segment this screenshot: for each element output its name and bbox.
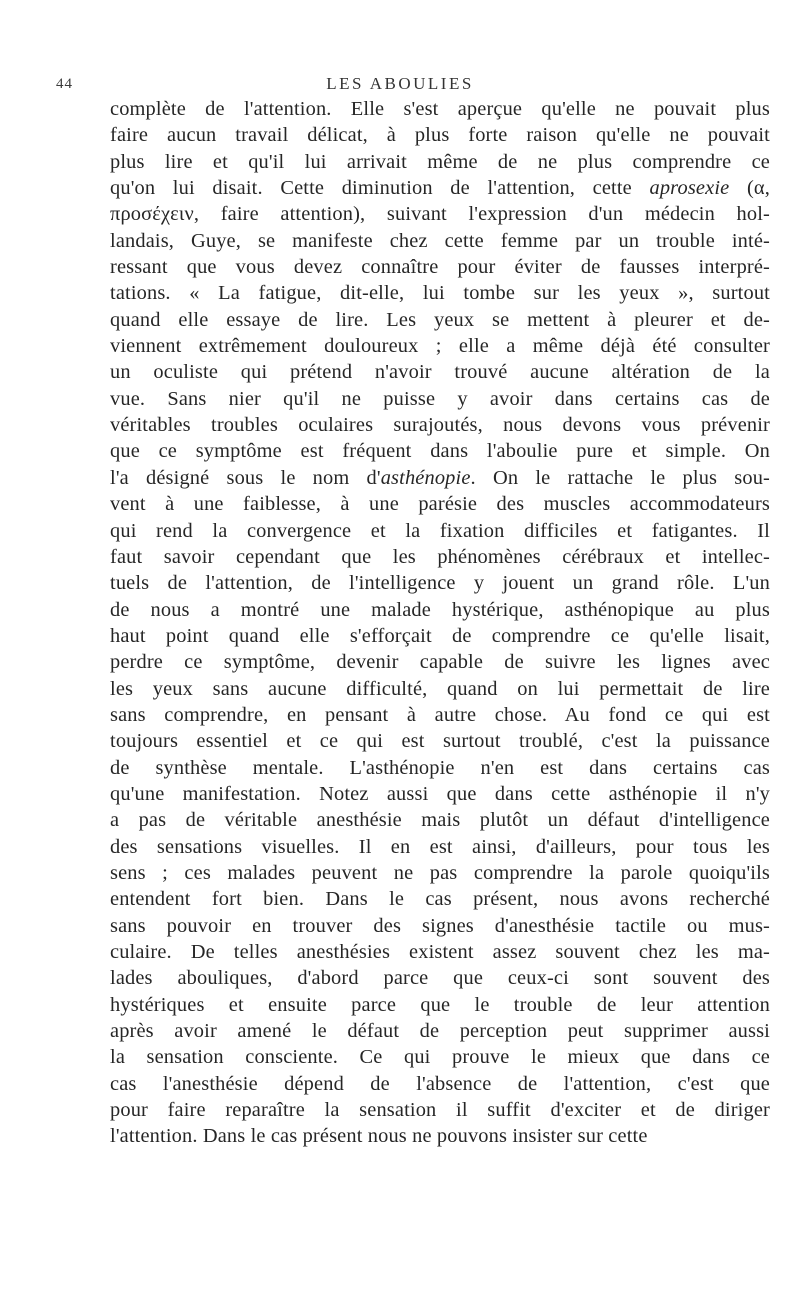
text-line [110, 412, 770, 438]
text-segment: tuels de l'attention, de l'intelligence y jouent un grand rôle. L'un [110, 572, 770, 595]
text-line [110, 465, 770, 491]
text-line [110, 649, 770, 675]
text-line [110, 939, 770, 965]
text-segment: l'a désigné sous le nom d' [110, 466, 381, 489]
text-line [110, 807, 770, 833]
text-segment: la sensation consciente. Ce qui prouve le mieux que dans ce [110, 1046, 770, 1069]
text-segment: sans comprendre, en pensant à autre chose. Au fond ce qui est [110, 703, 770, 726]
text-segment: de nous a montré une malade hystérique, asthénopique au plus [110, 598, 770, 621]
text-line [110, 175, 770, 201]
text-segment: un oculiste qui prétend n'avoir trouvé aucune altération de la [110, 361, 770, 384]
text-segment: faire aucun travail délicat, à plus forte raison qu'elle ne pouvait [110, 124, 770, 147]
text-segment: que ce symptôme est fréquent dans l'aboulie pure et simple. On [110, 440, 770, 463]
text-segment: véritables troubles oculaires surajoutés, nous devons vous prévenir [110, 414, 770, 437]
text-segment: cas l'anesthésie dépend de l'absence de l'attention, c'est que [110, 1072, 770, 1095]
text-line [110, 544, 770, 570]
text-segment: tations. « La fatigue, dit-elle, lui tombe sur les yeux », surtout [110, 282, 770, 305]
text-segment: sens ; ces malades peuvent ne pas comprendre la parole quoiqu'ils [110, 861, 770, 884]
text-line [110, 597, 770, 623]
text-segment: sans pouvoir en trouver des signes d'anesthésie tactile ou mus- [110, 914, 770, 937]
italic-term: asthénopie [380, 466, 471, 489]
text-line [110, 438, 770, 464]
text-segment: a pas de véritable anesthésie mais plutôt un défaut d'intelligence [110, 809, 770, 832]
text-segment: landais, Guye, se manifeste chez cette femme par un trouble inté- [110, 229, 770, 252]
text-segment: perdre ce symptôme, devenir capable de suivre les lignes avec [110, 651, 770, 674]
text-line [110, 886, 770, 912]
text-line [110, 280, 770, 306]
text-segment: hystériques et ensuite parce que le trouble de leur attention [110, 993, 770, 1016]
text-line [110, 307, 770, 333]
text-segment: l'attention. Dans le cas présent nous ne pouvons insister sur cette [110, 1125, 648, 1148]
text-segment: viennent extrêmement douloureux ; elle a même déjà été consulter [110, 335, 770, 358]
text-line [110, 992, 770, 1018]
text-segment: culaire. De telles anesthésies existent assez souvent chez les ma- [110, 941, 770, 963]
text-line [110, 1097, 770, 1123]
text-segment: προσέχειν, faire attention), suivant l'expression d'un médecin hol- [110, 203, 770, 226]
text-segment: qu'on lui disait. Cette diminution de l'attention, cette [110, 177, 650, 200]
text-line [110, 1071, 770, 1097]
text-line [110, 254, 770, 280]
text-line [110, 728, 770, 754]
text-segment: toujours essentiel et ce qui est surtout troublé, c'est la puissance [110, 730, 770, 753]
text-segment: entendent fort bien. Dans le cas présent, nous avons recherché [110, 888, 770, 911]
text-segment: plus lire et qu'il lui arrivait même de ne plus comprendre ce [110, 150, 770, 173]
text-line [110, 913, 770, 939]
page-number: 44 [56, 76, 73, 92]
text-line [110, 491, 770, 517]
text-line [110, 122, 770, 148]
text-line [110, 1044, 770, 1070]
text-segment: après avoir amené le défaut de perception peut supprimer aussi [110, 1020, 770, 1043]
text-line [110, 201, 770, 227]
text-line [110, 834, 770, 860]
text-line [110, 755, 770, 781]
text-line [110, 965, 770, 991]
running-head: LES ABOULIES [326, 74, 474, 93]
text-line [110, 149, 770, 175]
text-line [110, 623, 770, 649]
text-line [110, 333, 770, 359]
text-line [110, 702, 770, 728]
text-line [110, 359, 770, 385]
text-segment: les yeux sans aucune difficulté, quand on lui permettait de lire [110, 677, 770, 700]
text-segment: pour faire reparaître la sensation il suffit d'exciter et de diriger [110, 1099, 770, 1122]
text-segment: lades abouliques, d'abord parce que ceux-ci sont souvent des [110, 967, 770, 990]
text-line [110, 228, 770, 254]
text-segment: qui rend la convergence et la fixation difficiles et fatigantes. Il [110, 519, 770, 542]
body-text [110, 96, 770, 1150]
text-segment: vue. Sans nier qu'il ne puisse y avoir dans certains cas de [110, 387, 770, 410]
text-segment: haut point quand elle s'efforçait de comprendre ce qu'elle lisait, [110, 624, 770, 647]
text-segment: des sensations visuelles. Il en est ainsi, d'ailleurs, pour tous les [110, 835, 770, 858]
text-segment: complète de l'attention. Elle s'est aperçue qu'elle ne pouvait plus [110, 98, 770, 120]
text-segment: quand elle essaye de lire. Les yeux se mettent à pleurer et de- [110, 308, 770, 331]
text-segment: vent à une faiblesse, à une parésie des muscles accommodateurs [110, 493, 770, 516]
text-line [110, 518, 770, 544]
text-segment: . On le rattache le plus sou- [470, 466, 770, 489]
text-segment: (α, [729, 177, 770, 200]
text-line [110, 860, 770, 886]
text-line [110, 570, 770, 596]
text-segment: de synthèse mentale. L'asthénopie n'en est dans certains cas [110, 756, 770, 779]
text-segment: faut savoir cependant que les phénomènes cérébraux et intellec- [110, 545, 770, 568]
text-segment: qu'une manifestation. Notez aussi que dans cette asthénopie il n'y [110, 782, 770, 805]
text-line [110, 386, 770, 412]
text-line [110, 781, 770, 807]
text-segment: ressant que vous devez connaître pour éviter de fausses interpré- [110, 256, 770, 279]
text-line [110, 96, 770, 122]
text-line [110, 676, 770, 702]
text-line [110, 1018, 770, 1044]
text-line [110, 1123, 770, 1149]
italic-term: aprosexie [649, 177, 730, 200]
